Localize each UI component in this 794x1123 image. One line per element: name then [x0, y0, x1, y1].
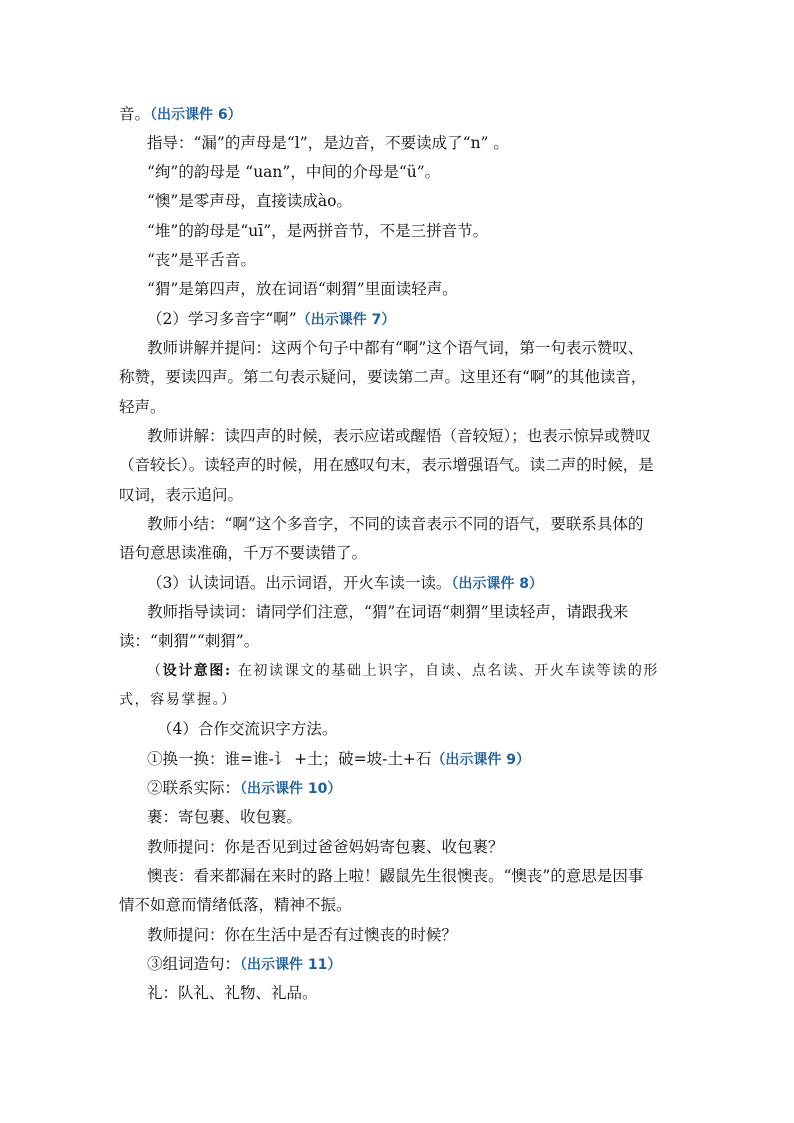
- body-text: ③组词造句：: [147, 955, 241, 973]
- body-text: ②联系实际：: [147, 779, 241, 797]
- courseware-reference: （出示课件 11）: [240, 957, 342, 973]
- paragraph-line: “丧”是平舌音。: [147, 251, 256, 269]
- paragraph-line: [119, 104, 679, 125]
- paragraph-line: 指导：“漏”的声母是“l”，是边音，不要读成了“n” 。: [147, 134, 509, 152]
- paragraph-line: [147, 778, 679, 799]
- paragraph-line: 称赞，要读四声。第二句表示疑问，要读第二声。这里还有“啊”的其他读音，: [119, 368, 647, 386]
- courseware-reference: （出示课件 7）: [296, 312, 396, 328]
- paragraph-line: [147, 309, 679, 330]
- note-bracket: （: [147, 663, 163, 679]
- paragraph-line: 教师提问：你是否见到过爸爸妈妈寄包裹、收包裹？: [147, 838, 504, 856]
- paragraph-line: 教师讲解：读四声的时候，表示应诺或醒悟（音较短）；也表示惊异或赞叹: [147, 427, 651, 445]
- design-intent-note: [147, 661, 679, 681]
- section-heading: （2）学习多音字“啊”: [147, 310, 297, 328]
- paragraph-line: [147, 573, 679, 594]
- paragraph-line: 礼：队礼、礼物、礼品。: [147, 984, 318, 1002]
- paragraph-line: 读：“刺猬”“刺猬”。: [119, 632, 260, 650]
- section-heading: （4）合作交流识字方法。: [157, 720, 338, 738]
- body-text: ①换一换：谁=谁-讠 +土；破=坡-土+石: [147, 750, 432, 768]
- paragraph-line: “堆”的韵母是“uī”，是两拼音节，不是三拼音节。: [147, 222, 489, 240]
- body-text: 音。: [119, 105, 151, 123]
- paragraph-line: 轻声。: [119, 398, 166, 416]
- paragraph-line: 裹：寄包裹、收包裹。: [147, 808, 303, 826]
- paragraph-line: 语句意思读准确，千万不要读错了。: [119, 544, 368, 562]
- paragraph-line: 懊丧：看来都漏在来时的路上啦！鼹鼠先生很懊丧。“懊丧”的意思是因事: [147, 867, 644, 885]
- note-text: 在初读课文的基础上识字，自读、点名读、开火车读等读的形: [231, 663, 660, 679]
- courseware-reference: （出示课件 9）: [431, 752, 530, 768]
- paragraph-line: “猬”是第四声，放在词语“刺猬”里面读轻声。: [147, 280, 458, 298]
- note-label: 设计意图:: [162, 663, 232, 679]
- paragraph-line: “懊”是零声母，直接读成ào。: [147, 192, 352, 210]
- paragraph-line: 教师指导读词：请同学们注意，“猬”在词语“刺猬”里读轻声，请跟我来: [147, 603, 629, 621]
- paragraph-line: 教师讲解并提问：这两个句子中都有“啊”这个语气词，第一句表示赞叹、: [147, 339, 644, 357]
- paragraph-line: 叹词，表示追问。: [119, 486, 244, 504]
- paragraph-line: “绚”的韵母是 “uan”，中间的介母是“ü”。: [147, 163, 441, 181]
- courseware-reference: （出示课件 10）: [240, 781, 342, 797]
- paragraph-line: 教师小结：“啊”这个多音字，不同的读音表示不同的语气，要联系具体的: [147, 515, 644, 533]
- paragraph-line: [147, 954, 679, 975]
- courseware-reference: （出示课件 6）: [150, 107, 242, 123]
- design-intent-note-continued: 式，容易掌握。）: [119, 692, 237, 708]
- paragraph-line: （音较长）。读轻声的时候，用在感叹句末，表示增强语气。读二声的时候，是: [119, 456, 654, 474]
- section-heading: （3）认读词语。出示词语，开火车读一读。: [147, 574, 452, 592]
- courseware-reference: （出示课件 8）: [451, 576, 543, 592]
- paragraph-line: [147, 749, 679, 770]
- paragraph-line: 情不如意而情绪低落，精神不振。: [119, 896, 352, 914]
- paragraph-line: 教师提问：你在生活中是否有过懊丧的时候？: [147, 926, 458, 944]
